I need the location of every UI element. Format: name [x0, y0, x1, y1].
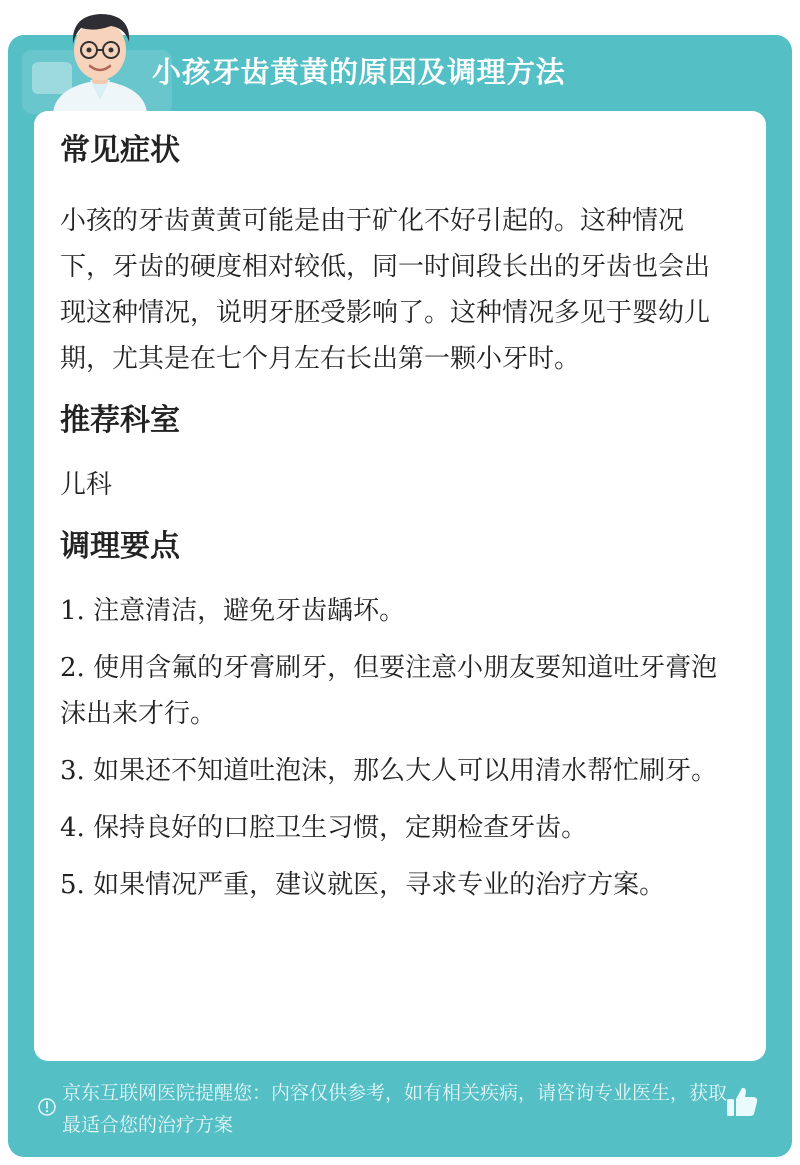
list-item-number: 3.	[60, 756, 85, 786]
department-text: 儿科	[60, 470, 113, 500]
list-item-text: 如果情况严重，建议就医，寻求专业的治疗方案。	[93, 870, 666, 900]
thumbs-up-icon[interactable]	[724, 1084, 760, 1120]
care-title: 调理要点	[60, 529, 180, 564]
list-item-number: 5.	[60, 870, 85, 900]
list-item	[60, 748, 725, 794]
list-item-text: 使用含氟的牙膏刷牙，但要注意小朋友要知道吐牙膏泡沫出来才行。	[60, 653, 718, 729]
info-icon	[37, 1097, 57, 1117]
footer-disclaimer: 京东互联网医院提醒您：内容仅供参考，如有相关疾病，请咨询专业医生，获取最适合您的治疗方案	[62, 1082, 728, 1136]
list-item-number: 1.	[60, 596, 85, 626]
article-content	[60, 130, 725, 919]
department-title: 推荐科室	[60, 403, 180, 438]
list-item-text: 如果还不知道吐泡沫，那么大人可以用清水帮忙刷牙。	[93, 756, 718, 786]
list-item-number: 4.	[60, 813, 85, 843]
doctor-avatar	[45, 8, 155, 112]
care-list	[60, 588, 725, 908]
symptoms-title: 常见症状	[60, 133, 180, 168]
list-item-text: 注意清洁，避免牙齿龋坏。	[93, 596, 406, 626]
list-item	[60, 588, 725, 634]
list-item	[60, 862, 725, 908]
list-item-number: 2.	[60, 653, 85, 683]
list-item	[60, 645, 725, 737]
page-title: 小孩牙齿黄黄的原因及调理方法	[152, 55, 566, 89]
list-item-text: 保持良好的口腔卫生习惯，定期检查牙齿。	[93, 813, 588, 843]
list-item	[60, 805, 725, 851]
symptoms-text: 小孩的牙齿黄黄可能是由于矿化不好引起的。这种情况下，牙齿的硬度相对较低，同一时间段长出的牙齿也会出现这种情况，说明牙胚受影响了。这种情况多见于婴幼儿期，尤其是在七个月左右长出第一颗小牙时。	[60, 206, 711, 374]
